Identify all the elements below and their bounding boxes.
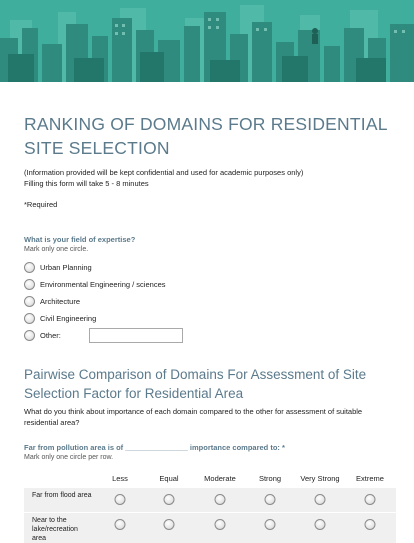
radio-button[interactable] (24, 262, 35, 273)
option-label: Architecture (40, 297, 81, 306)
option-architecture[interactable] (24, 293, 166, 310)
radio-extreme[interactable] (365, 494, 376, 505)
row-label: Near to the lake/recreation area (32, 517, 78, 542)
radio-equal[interactable] (164, 519, 175, 530)
radio-moderate[interactable] (215, 494, 226, 505)
form-header (24, 112, 394, 209)
radio-very-strong[interactable] (315, 519, 326, 530)
option-other[interactable] (24, 327, 166, 344)
radio-moderate[interactable] (215, 519, 226, 530)
option-civil-engineering[interactable] (24, 310, 166, 327)
column-strong: Strong (258, 474, 282, 483)
radio-button[interactable] (24, 296, 35, 307)
description-duration: Filling this form will take 5 - 8 minutes (24, 179, 149, 188)
column-less: Less (112, 474, 128, 483)
grid-header (24, 470, 396, 488)
description-confidentiality: (Information provided will be kept confidential and used for academic purposes only) (24, 168, 304, 177)
radio-button[interactable] (24, 330, 35, 341)
question-title: Far from pollution area is of _______________ importance compared to: * (24, 443, 285, 452)
radio-button[interactable] (24, 313, 35, 324)
column-equal: Equal (159, 474, 179, 483)
column-very-strong: Very Strong (300, 474, 340, 483)
question-title: What is your field of expertise? (24, 235, 136, 244)
section-description: What do you think about importance of each domain compared to the other for assessment of suitable residential area? (24, 407, 363, 427)
option-label: Civil Engineering (40, 314, 97, 323)
radio-less[interactable] (115, 519, 126, 530)
radio-strong[interactable] (265, 494, 276, 505)
option-label: Environmental Engineering / sciences (40, 280, 166, 289)
radio-strong[interactable] (265, 519, 276, 530)
option-urban-planning[interactable] (24, 259, 166, 276)
radio-very-strong[interactable] (315, 494, 326, 505)
column-moderate: Moderate (204, 474, 236, 483)
question-help: Mark only one circle. (24, 246, 89, 253)
question-field-of-expertise (24, 235, 135, 253)
grid-row-flood (24, 488, 396, 512)
column-extreme: Extreme (356, 474, 384, 483)
other-text-input[interactable] (89, 328, 183, 343)
form-title: RANKING OF DOMAINS FOR RESIDENTIAL SITE SELECTION (24, 114, 387, 158)
radio-less[interactable] (115, 494, 126, 505)
grid-rows (24, 488, 396, 543)
row-label: Far from flood area (32, 492, 92, 499)
question-help: Mark only one circle per row. (24, 454, 114, 461)
radio-extreme[interactable] (365, 519, 376, 530)
option-label: Other: (40, 331, 61, 340)
radio-button[interactable] (24, 279, 35, 290)
city-skyline-illustration (0, 0, 414, 82)
required-note: *Required (24, 200, 58, 209)
option-label: Urban Planning (40, 263, 92, 272)
importance-grid (24, 470, 396, 542)
question-pollution-importance (24, 443, 285, 461)
form-description (24, 167, 394, 189)
expertise-options (24, 259, 166, 344)
section-title: Pairwise Comparison of Domains For Assessment of Site Selection Factor for Residential Area (24, 367, 367, 401)
option-environmental-engineering[interactable] (24, 276, 166, 293)
radio-equal[interactable] (164, 494, 175, 505)
grid-row-lake (24, 512, 396, 543)
header-banner (0, 0, 414, 82)
